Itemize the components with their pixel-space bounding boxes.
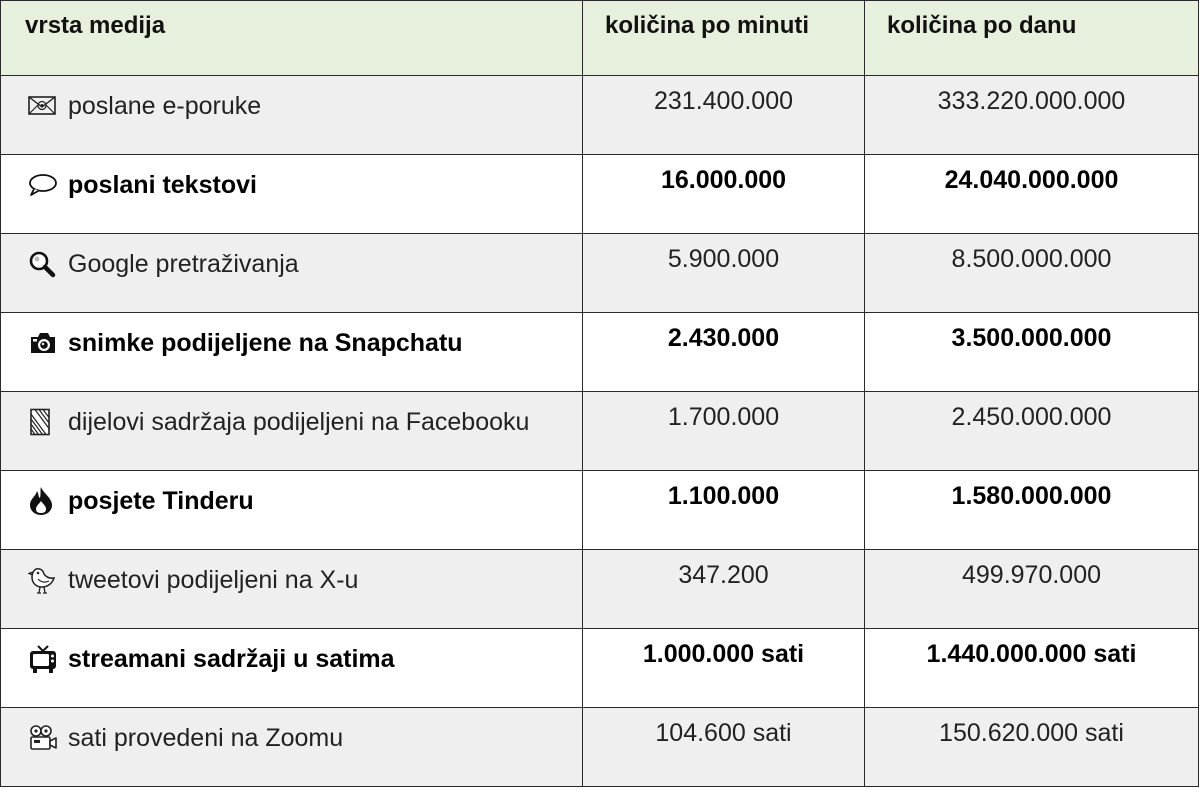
media-type-cell: [1, 629, 583, 708]
per-day-value: 2.450.000.000: [951, 403, 1112, 431]
per-minute-cell: [583, 76, 865, 155]
per-day-value: 150.620.000 sati: [939, 719, 1124, 747]
table-header: [1, 1, 1199, 76]
media-type-cell: [1, 155, 583, 234]
per-minute-value: 2.430.000: [667, 324, 780, 352]
media-type-cell: [1, 392, 583, 471]
table-row: [1, 392, 1199, 471]
per-minute-value: 231.400.000: [653, 87, 794, 115]
video-camera-icon: [28, 723, 60, 753]
per-minute-value: 1.700.000: [667, 403, 780, 431]
document-icon: [28, 407, 60, 437]
per-minute-value: 16.000.000: [660, 166, 787, 194]
bird-icon: [28, 565, 60, 595]
per-minute-value: 5.900.000: [667, 245, 780, 273]
table-row: [1, 550, 1199, 629]
per-minute-cell: [583, 234, 865, 313]
media-type-label: poslane e-poruke: [68, 91, 262, 120]
table-row: [1, 708, 1199, 787]
per-day-value: 3.500.000.000: [951, 324, 1112, 352]
per-day-cell: [865, 708, 1199, 787]
speech-bubble-icon: [28, 170, 60, 200]
table-row: [1, 313, 1199, 392]
media-type-label: sati provedeni na Zoomu: [68, 723, 344, 752]
media-type-label: poslani tekstovi: [68, 170, 257, 199]
media-type-label: snimke podijeljene na Snapchatu: [68, 328, 463, 357]
per-day-cell: [865, 76, 1199, 155]
header-media-type-label: vrsta medija: [25, 12, 166, 39]
header-per-day-label: količina po danu: [887, 12, 1077, 39]
media-type-cell: [1, 550, 583, 629]
per-day-value: 24.040.000.000: [944, 166, 1119, 194]
table-body: [1, 76, 1199, 787]
media-type-cell: [1, 76, 583, 155]
media-type-label: streamani sadržaji u satima: [68, 644, 395, 673]
table-row: [1, 155, 1199, 234]
per-day-value: 1.580.000.000: [951, 482, 1112, 510]
header-row: [1, 1, 1199, 76]
envelope-icon: [28, 91, 60, 121]
media-type-label: dijelovi sadržaja podijeljeni na Facebooku: [68, 407, 530, 436]
media-type-label: Google pretraživanja: [68, 249, 299, 278]
media-type-cell: [1, 708, 583, 787]
per-day-value: 333.220.000.000: [937, 87, 1126, 115]
per-day-cell: [865, 629, 1199, 708]
per-day-cell: [865, 155, 1199, 234]
header-media-type: [1, 1, 583, 76]
per-minute-value: 1.100.000: [667, 482, 780, 510]
per-minute-cell: [583, 313, 865, 392]
per-day-value: 1.440.000.000 sati: [926, 640, 1137, 668]
per-day-value: 499.970.000: [961, 561, 1102, 589]
per-day-cell: [865, 471, 1199, 550]
per-day-cell: [865, 313, 1199, 392]
media-type-label: posjete Tinderu: [68, 486, 254, 515]
per-minute-cell: [583, 550, 865, 629]
header-per-minute-label: količina po minuti: [605, 12, 810, 39]
per-minute-value: 104.600 sati: [655, 719, 792, 747]
per-day-value: 8.500.000.000: [951, 245, 1112, 273]
media-type-cell: [1, 313, 583, 392]
per-day-cell: [865, 234, 1199, 313]
per-minute-value: 347.200: [678, 561, 769, 589]
table-row: [1, 629, 1199, 708]
per-minute-value: 1.000.000 sati: [642, 640, 805, 668]
media-type-label: tweetovi podijeljeni na X-u: [68, 565, 359, 594]
per-day-cell: [865, 392, 1199, 471]
media-type-cell: [1, 471, 583, 550]
per-minute-cell: [583, 471, 865, 550]
table-row: [1, 76, 1199, 155]
flame-icon: [28, 486, 60, 516]
tv-icon: [28, 644, 60, 674]
per-minute-cell: [583, 155, 865, 234]
per-minute-cell: [583, 629, 865, 708]
per-minute-cell: [583, 708, 865, 787]
table-row: [1, 234, 1199, 313]
camera-icon: [28, 328, 60, 358]
media-type-cell: [1, 234, 583, 313]
per-day-cell: [865, 550, 1199, 629]
header-per-minute: [583, 1, 865, 76]
header-per-day: [865, 1, 1199, 76]
per-minute-cell: [583, 392, 865, 471]
table-row: [1, 471, 1199, 550]
magnifier-icon: [28, 249, 60, 279]
